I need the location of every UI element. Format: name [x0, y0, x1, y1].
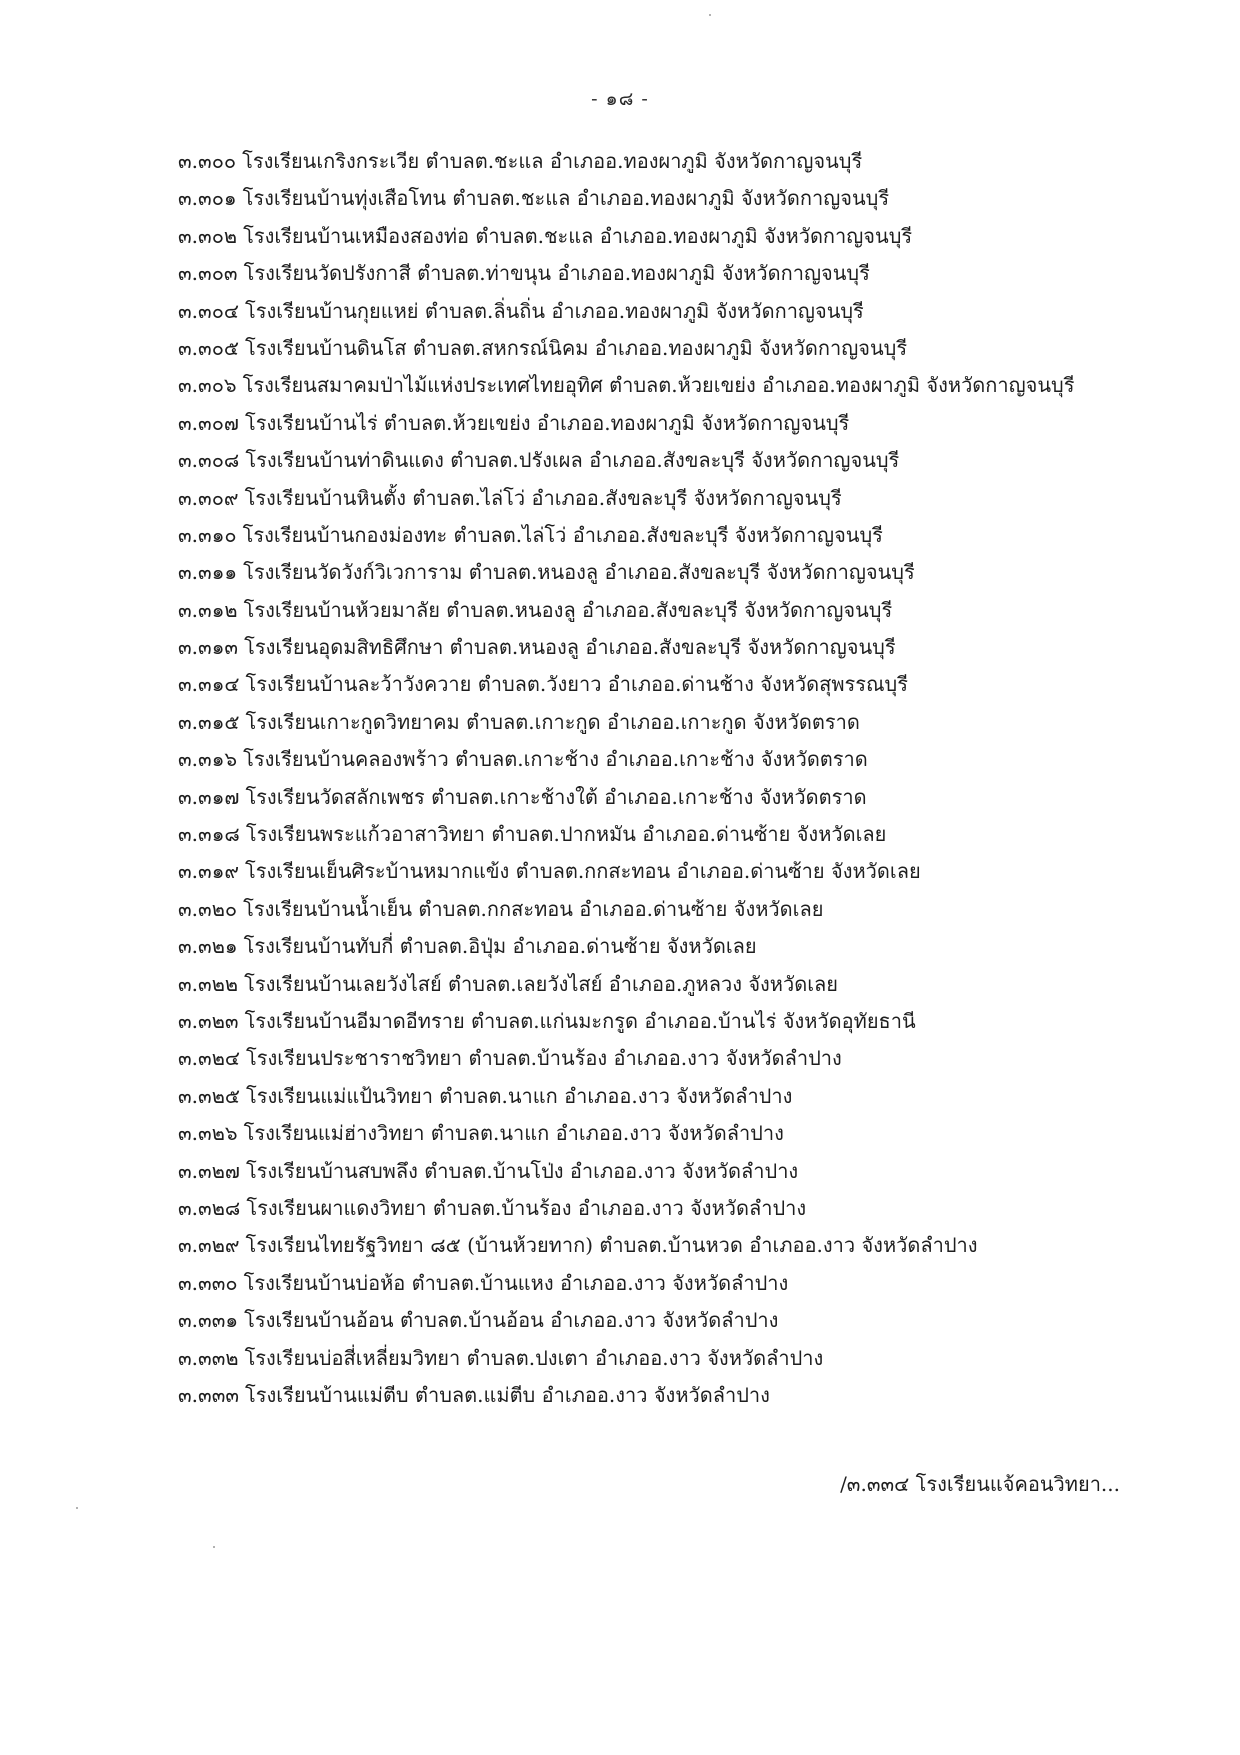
entry-text: โรงเรียนประชาราชวิทยา ตำบลต.บ้านร้อง อำเภออ.งาว จังหวัดลำปาง	[246, 1046, 842, 1071]
entry-text: โรงเรียนบ้านกุยแหย่ ตำบลต.ลิ่นถิ่น อำเภออ.ทองผาภูมิ จังหวัดกาญจนบุรี	[245, 298, 864, 323]
list-item	[178, 891, 1218, 928]
entry-number: ๓.๓๑๐	[178, 522, 237, 547]
entry-text: โรงเรียนเกาะกูดวิทยาคม ตำบลต.เกาะกูด อำเภออ.เกาะกูด จังหวัดตราด	[245, 709, 860, 734]
entry-text: โรงเรียนบ้านสบพลึง ตำบลต.บ้านโป่ง อำเภออ.งาว จังหวัดลำปาง	[245, 1158, 799, 1183]
entry-number: ๓.๓๒๓	[178, 1008, 239, 1033]
entry-number: ๓.๓๑๓	[178, 635, 239, 660]
entry-text: โรงเรียนบ้านเลยวังไสย์ ตำบลต.เลยวังไสย์ อำเภออ.ภูหลวง จังหวัดเลย	[244, 971, 839, 996]
entry-number: ๓.๓๒๕	[178, 1083, 241, 1108]
entry-number: ๓.๓๓๐	[178, 1270, 238, 1295]
entry-number: ๓.๓๑๗	[178, 784, 240, 809]
entry-number: ๓.๓๑๕	[178, 709, 240, 734]
continuation-note: /๓.๓๓๔ โรงเรียนแจ้คอนวิทยา...	[840, 1472, 1120, 1496]
entry-number: ๓.๓๐๐	[178, 149, 237, 173]
entry-number: ๓.๓๒๒	[178, 971, 239, 996]
entry-number: ๓.๓๒๙	[178, 1233, 240, 1258]
entry-number: ๓.๓๑๖	[178, 747, 238, 772]
list-item	[178, 816, 1218, 853]
entry-number: ๓.๓๐๕	[178, 335, 240, 360]
entry-text: โรงเรียนเกริงกระเวีย ตำบลต.ชะแล อำเภออ.ทองผาภูมิ จังหวัดกาญจนบุรี	[242, 149, 863, 173]
list-item	[178, 293, 1218, 330]
entry-number: ๓.๓๐๑	[178, 186, 237, 211]
entry-text: โรงเรียนบ้านอ้อน ตำบลต.บ้านอ้อน อำเภออ.งาว จังหวัดลำปาง	[244, 1308, 779, 1333]
list-item	[178, 1190, 1218, 1227]
list-item	[178, 1227, 1218, 1264]
entry-number: ๓.๓๐๖	[178, 373, 237, 398]
entry-number: ๓.๓๑๑	[178, 560, 238, 585]
entry-text: โรงเรียนบ้านบ่อห้อ ตำบลต.บ้านแหง อำเภออ.งาว จังหวัดลำปาง	[243, 1270, 789, 1295]
entry-text: โรงเรียนอุดมสิทธิศึกษา ตำบลต.หนองลู อำเภออ.สังขละบุรี จังหวัดกาญจนบุรี	[244, 635, 896, 660]
list-item	[178, 1115, 1218, 1152]
entry-number: ๓.๓๒๐	[178, 896, 238, 921]
list-item	[178, 779, 1218, 816]
entry-text: โรงเรียนบ้านไร่ ตำบลต.ห้วยเขย่ง อำเภออ.ทองผาภูมิ จังหวัดกาญจนบุรี	[244, 410, 850, 435]
entry-text: โรงเรียนบ้านทุ่งเสือโทน ตำบลต.ชะแล อำเภออ.ทองผาภูมิ จังหวัดกาญจนบุรี	[242, 186, 890, 211]
entry-text: โรงเรียนไทยรัฐวิทยา ๘๕ (บ้านห้วยทาก) ตำบลต.บ้านหวด อำเภออ.งาว จังหวัดลำปาง	[245, 1233, 978, 1258]
entry-number: ๓.๓๓๓	[178, 1382, 240, 1407]
entry-number: ๓.๓๒๘	[178, 1195, 241, 1220]
entry-number: ๓.๓๑๙	[178, 859, 240, 884]
list-item	[178, 442, 1218, 479]
entry-text: โรงเรียนผาแดงวิทยา ตำบลต.บ้านร้อง อำเภออ.งาว จังหวัดลำปาง	[246, 1195, 807, 1220]
entry-number: ๓.๓๑๔	[178, 672, 240, 697]
entry-number: ๓.๓๒๔	[178, 1046, 241, 1071]
entry-text: โรงเรียนบ้านห้วยมาลัย ตำบลต.หนองลู อำเภออ.สังขละบุรี จังหวัดกาญจนบุรี	[243, 597, 893, 622]
entry-text: โรงเรียนบ้านอีมาดอีทราย ตำบลต.แก่นมะกรูด อำเภออ.บ้านไร่ จังหวัดอุทัยธานี	[244, 1008, 916, 1033]
list-item	[178, 554, 1218, 591]
school-list	[178, 143, 1218, 1414]
list-item	[178, 1377, 1218, 1414]
list-item	[178, 592, 1218, 629]
entry-text: โรงเรียนเย็นศิระบ้านหมากแข้ง ตำบลต.กกสะทอน อำเภออ.ด่านซ้าย จังหวัดเลย	[245, 859, 921, 884]
scan-speck	[709, 14, 711, 16]
entry-text: โรงเรียนบ้านละว้าวังควาย ตำบลต.วังยาว อำเภออ.ด่านช้าง จังหวัดสุพรรณบุรี	[245, 672, 908, 697]
entry-number: ๓.๓๓๑	[178, 1308, 239, 1333]
entry-number: ๓.๓๐๒	[178, 223, 238, 248]
entry-text: โรงเรียนสมาคมป่าไม้แห่งประเทศไทยอุทิศ ตำบลต.ห้วยเขย่ง อำเภออ.ทองผาภูมิ จังหวัดกาญจนบุรี	[242, 373, 1075, 398]
entry-text: โรงเรียนแม่แป้นวิทยา ตำบลต.นาแก อำเภออ.งาว จังหวัดลำปาง	[246, 1083, 793, 1108]
scan-speck	[213, 1546, 215, 1548]
list-item	[178, 180, 1218, 217]
entry-text: โรงเรียนบ้านหินตั้ง ตำบลต.ไล่โว่ อำเภออ.สังขละบุรี จังหวัดกาญจนบุรี	[244, 485, 842, 510]
entry-number: ๓.๓๐๔	[178, 298, 240, 323]
list-item	[178, 367, 1218, 404]
entry-text: โรงเรียนวัดวังก์วิเวการาม ตำบลต.หนองลู อำเภออ.สังขละบุรี จังหวัดกาญจนบุรี	[243, 560, 915, 585]
list-item	[178, 143, 1218, 180]
entry-number: ๓.๓๓๒	[178, 1345, 239, 1370]
entry-text: โรงเรียนบ้านกองม่องทะ ตำบลต.ไล่โว่ อำเภออ.สังขละบุรี จังหวัดกาญจนบุรี	[242, 522, 883, 547]
entry-text: โรงเรียนพระแก้วอาสาวิทยา ตำบลต.ปากหมัน อำเภออ.ด่านซ้าย จังหวัดเลย	[245, 822, 887, 847]
entry-text: โรงเรียนบ้านทับกี่ ตำบลต.อิปุ่ม อำเภออ.ด่านซ้าย จังหวัดเลย	[243, 934, 757, 959]
entry-number: ๓.๓๐๘	[178, 448, 240, 473]
page-number: - ๑๘ -	[591, 88, 649, 110]
entry-number: ๓.๓๐๙	[178, 485, 239, 510]
entry-number: ๓.๓๐๗	[178, 410, 239, 435]
list-item	[178, 1265, 1218, 1302]
list-item	[178, 853, 1218, 890]
entry-text: โรงเรียนบ่อสี่เหลี่ยมวิทยา ตำบลต.ปงเตา อำเภออ.งาว จังหวัดลำปาง	[244, 1345, 824, 1370]
entry-text: โรงเรียนบ้านแม่ตีบ ตำบลต.แม่ตีบ อำเภออ.งาว จังหวัดลำปาง	[245, 1382, 770, 1407]
list-item	[178, 741, 1218, 778]
list-item	[178, 1340, 1218, 1377]
list-item	[178, 629, 1218, 666]
list-item	[178, 1003, 1218, 1040]
list-item	[178, 330, 1218, 367]
list-item	[178, 255, 1218, 292]
list-item	[178, 480, 1218, 517]
entry-text: โรงเรียนวัดสลักเพชร ตำบลต.เกาะช้างใต้ อำเภออ.เกาะช้าง จังหวัดตราด	[245, 784, 867, 809]
list-item	[178, 517, 1218, 554]
entry-number: ๓.๓๐๓	[178, 261, 238, 286]
entry-number: ๓.๓๑๒	[178, 597, 238, 622]
scan-speck	[76, 1507, 78, 1509]
entry-number: ๓.๓๑๘	[178, 822, 240, 847]
entry-text: โรงเรียนบ้านน้ำเย็น ตำบลต.กกสะทอน อำเภออ.ด่านซ้าย จังหวัดเลย	[243, 896, 824, 921]
entry-text: โรงเรียนแม่ฮ่างวิทยา ตำบลต.นาแก อำเภออ.งาว จังหวัดลำปาง	[243, 1121, 784, 1146]
entry-text: โรงเรียนวัดปรังกาสี ตำบลต.ท่าขนุน อำเภออ.ทองผาภูมิ จังหวัดกาญจนบุรี	[243, 261, 870, 286]
list-item	[178, 405, 1218, 442]
list-item	[178, 218, 1218, 255]
entry-text: โรงเรียนบ้านเหมืองสองท่อ ตำบลต.ชะแล อำเภออ.ทองผาภูมิ จังหวัดกาญจนบุรี	[243, 223, 913, 248]
entry-number: ๓.๓๒๖	[178, 1121, 238, 1146]
list-item	[178, 966, 1218, 1003]
entry-number: ๓.๓๒๗	[178, 1158, 240, 1183]
entry-text: โรงเรียนบ้านดินโส ตำบลต.สหกรณ์นิคม อำเภออ.ทองผาภูมิ จังหวัดกาญจนบุรี	[245, 335, 908, 360]
entry-text: โรงเรียนบ้านคลองพร้าว ตำบลต.เกาะช้าง อำเภออ.เกาะช้าง จังหวัดตราด	[243, 747, 868, 772]
list-item	[178, 1302, 1218, 1339]
list-item	[178, 1078, 1218, 1115]
entry-number: ๓.๓๒๑	[178, 934, 238, 959]
list-item	[178, 704, 1218, 741]
list-item	[178, 928, 1218, 965]
entry-text: โรงเรียนบ้านท่าดินแดง ตำบลต.ปรังเผล อำเภออ.สังขละบุรี จังหวัดกาญจนบุรี	[245, 448, 900, 473]
list-item	[178, 1040, 1218, 1077]
list-item	[178, 666, 1218, 703]
list-item	[178, 1153, 1218, 1190]
